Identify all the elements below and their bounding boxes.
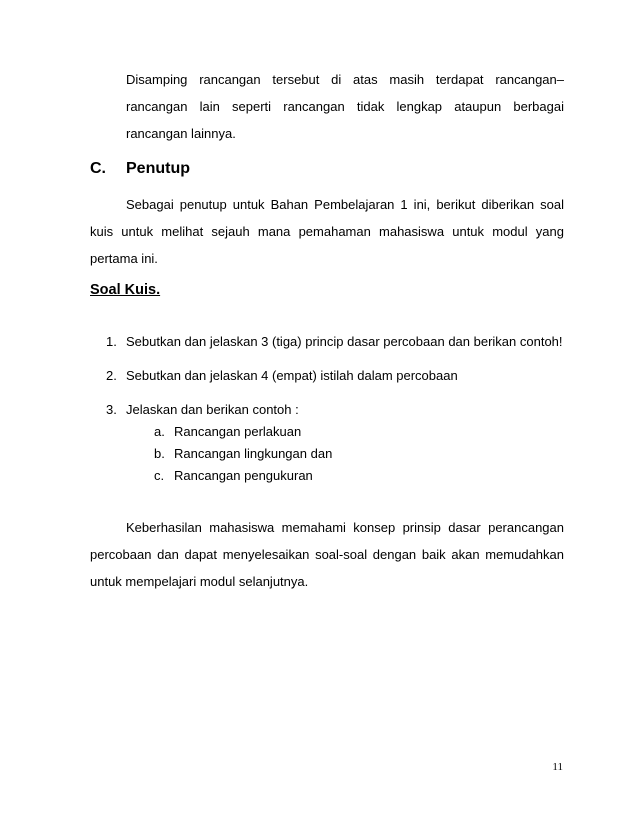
quiz-question-1 xyxy=(106,334,563,349)
quiz-question-3 xyxy=(106,402,299,417)
intro-paragraph: Disamping rancangan tersebut di atas masih terdapat rancangan–rancangan lain seperti rancangan tidak lengkap ataupun berbagai rancangan lainnya. xyxy=(126,72,564,141)
question-text: Jelaskan dan berikan contoh : xyxy=(126,402,299,417)
question-number: 2. xyxy=(106,368,117,383)
subitem-letter: b. xyxy=(154,446,165,461)
subitem-text: Rancangan lingkungan dan xyxy=(174,446,333,461)
section-paragraph-text: Sebagai penutup untuk Bahan Pembelajaran 1 ini, berikut diberikan soal kuis untuk melihat sejauh mana pemahaman mahasiswa untuk modul yang pertama ini. xyxy=(90,197,564,266)
page-number: 11 xyxy=(552,761,563,773)
section-letter: C. xyxy=(90,160,106,177)
quiz-subitem-c xyxy=(154,468,313,483)
section-paragraph xyxy=(90,191,564,272)
quiz-question-2 xyxy=(106,368,458,383)
quiz-title: Soal Kuis. xyxy=(90,282,161,298)
quiz-subitem-a xyxy=(154,424,301,439)
subitem-text: Rancangan pengukuran xyxy=(174,468,313,483)
closing-paragraph xyxy=(90,514,564,595)
question-number: 3. xyxy=(106,402,117,417)
question-text: Sebutkan dan jelaskan 4 (empat) istilah dalam percobaan xyxy=(126,368,458,383)
subitem-letter: a. xyxy=(154,424,165,439)
subitem-letter: c. xyxy=(154,468,165,483)
subitem-text: Rancangan perlakuan xyxy=(174,424,302,439)
closing-paragraph-text: Keberhasilan mahasiswa memahami konsep prinsip dasar perancangan percobaan dan dapat menyelesaikan soal-soal dengan baik akan memudahkan untuk mempelajari modul selanjutnya. xyxy=(90,520,564,589)
question-text: Sebutkan dan jelaskan 3 (tiga) princip dasar percobaan dan berikan contoh! xyxy=(126,334,563,349)
section-title: Penutup xyxy=(126,160,190,177)
section-heading xyxy=(90,160,190,178)
question-number: 1. xyxy=(106,334,117,349)
quiz-subitem-b xyxy=(154,446,332,461)
